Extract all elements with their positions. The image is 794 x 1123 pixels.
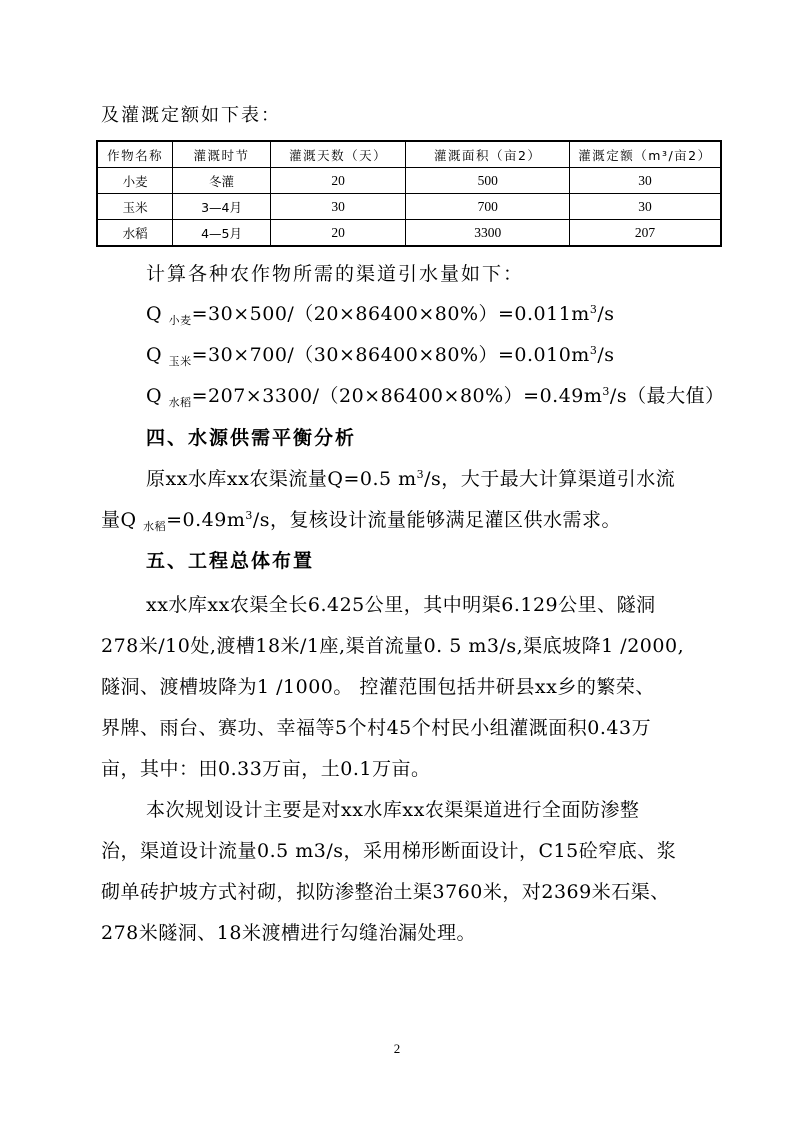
- section-5-para-1-line: 亩，其中：田0.33万亩，土0.1万亩。: [101, 758, 431, 780]
- section-4-line-2: 量Q $_{水稻}=0.49m^3/s$，复核设计流量能够满足灌区供水需求。: [101, 509, 622, 533]
- cell-season: 3—4月: [173, 194, 271, 220]
- cell-area: 500: [406, 168, 569, 194]
- cell-season: 4—5月: [173, 220, 271, 247]
- cell-days: 20: [270, 168, 406, 194]
- header-days: 灌溉天数（天）: [270, 141, 406, 168]
- section-5-para-2-line: 278米隧洞、18米渡槽进行勾缝治漏处理。: [101, 922, 476, 944]
- cell-crop: 小麦: [97, 168, 173, 194]
- formula-wheat: Q $_{小麦}=30\times 500/(20\times 86400\times 80\%)=0.011m^3/s$: [146, 303, 615, 327]
- section-5-para-1-line: xx水库xx农渠全长6.425公里，其中明渠6.129公里、隧洞: [146, 594, 656, 616]
- section-5-para-1-line: 界牌、雨台、赛功、幸福等5个村45个村民小组灌溉面积0.43万: [101, 717, 652, 739]
- cell-quota: 30: [569, 194, 721, 220]
- table-header-row: [97, 141, 721, 168]
- cell-area: 3300: [406, 220, 569, 247]
- cell-crop: 水稻: [97, 220, 173, 247]
- page-number: 2: [393, 1041, 401, 1056]
- table-row: [97, 168, 721, 194]
- formula-rice: Q $_{水稻}=207\times 3300/(20\times 86400\times 80\%)=0.49m^3/s$（最大值）: [146, 385, 725, 409]
- section-5-para-2-line: 本次规划设计主要是对xx水库xx农渠渠道进行全面防渗整: [146, 799, 640, 821]
- header-quota: 灌溉定额（m³/亩2）: [569, 141, 721, 168]
- section-5-para-2-line: 治，渠道设计流量0.5 m3/s，采用梯形断面设计，C15砼窄底、浆: [101, 840, 677, 862]
- formula-corn: Q $_{玉米}=30\times 700/(30\times 86400\times 80\%)=0.010m^3/s$: [146, 344, 615, 368]
- header-area: 灌溉面积（亩2）: [406, 141, 569, 168]
- table-row: [97, 220, 721, 247]
- calc-intro: 计算各种农作物所需的渠道引水量如下：: [146, 263, 525, 285]
- cell-days: 30: [270, 194, 406, 220]
- section-4-title: 四、水源供需平衡分析: [146, 427, 357, 449]
- section-5-para-2-line: 砌单砖护坡方式衬砌，拟防渗整治土渠3760米，对2369米石渠、: [101, 881, 670, 903]
- section-5-para-1-line: 278米/10处,渡槽18米/1座,渠首流量0. 5 m3/s,渠底坡降1 /2000,: [101, 635, 685, 657]
- irrigation-quota-table: [96, 140, 722, 247]
- section-4-line-1: 原xx水库xx农渠流量Q=0.5 $m^3/s$，大于最大计算渠道引水流: [146, 468, 676, 490]
- cell-quota: 30: [569, 168, 721, 194]
- header-crop: 作物名称: [97, 141, 173, 168]
- intro-text: 及灌溉定额如下表：: [101, 105, 281, 126]
- section-5-title: 五、工程总体布置: [146, 550, 315, 572]
- cell-area: 700: [406, 194, 569, 220]
- section-5-para-1-line: 隧洞、渡槽坡降为1 /1000。 控灌范围包括井研县xx乡的繁荣、: [101, 676, 655, 698]
- cell-days: 20: [270, 220, 406, 247]
- table-row: [97, 194, 721, 220]
- cell-crop: 玉米: [97, 194, 173, 220]
- cell-quota: 207: [569, 220, 721, 247]
- cell-season: 冬灌: [173, 168, 271, 194]
- header-season: 灌溉时节: [173, 141, 271, 168]
